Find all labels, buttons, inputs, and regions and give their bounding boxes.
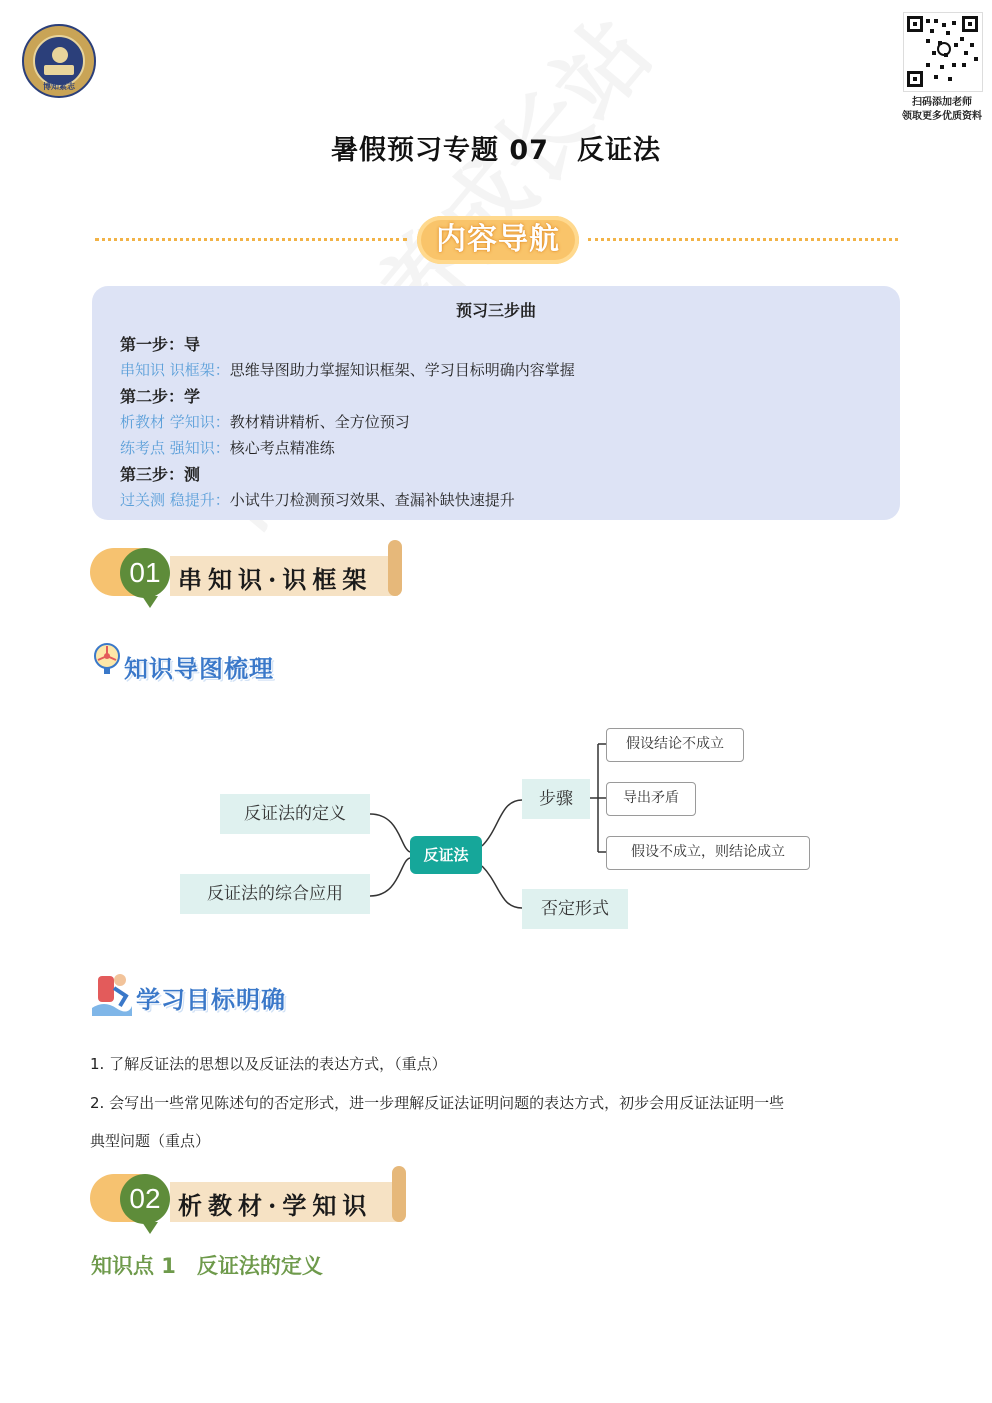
section1-header [90,544,410,608]
qr-finder-icon [907,71,923,87]
mindmap-leaf: 假设不成立，则结论成立 [606,836,810,870]
step1-desc: 思维导图助力掌握知识框架、学习目标明确内容掌握 [229,361,575,379]
section-number: 02 [120,1174,170,1224]
qr-finder-icon [907,16,923,32]
qr-code[interactable] [903,12,983,92]
dotted-divider [95,238,407,241]
scroll-end-icon [388,540,402,596]
step1-header: 第一步：导 [120,335,201,354]
step2-header: 第二步：学 [120,387,201,406]
mindmap-leaf: 假设结论不成立 [606,728,744,762]
qr-caption-line: 扫码添加老师 [912,97,972,108]
mindmap-node-application: 反证法的综合应用 [180,874,370,914]
scroll-end-icon [392,1166,406,1222]
steps-title: 预习三步曲 [455,301,536,320]
mindmap-node-definition: 反证法的定义 [220,794,370,834]
mindmap-heading: 知识导图梳理 [124,655,274,683]
step2b-line [120,437,335,458]
step3-key: 过关测 稳提升： [120,491,230,509]
section-number: 01 [120,548,170,598]
step1-key: 串知识 识框架： [120,361,230,379]
logo-emblem [33,35,85,87]
step2b-desc: 核心考点精准练 [229,439,335,457]
section2-header [90,1170,410,1234]
step3-desc: 小试牛刀检测预习效果、查漏补缺快速提升 [229,491,515,509]
surfer-icon [90,970,134,1016]
goal-item: 2. 会写出一些常见陈述句的否定形式，进一步理解反证法证明问题的表达方式，初步会用反证法证明一些 [90,1094,785,1112]
section-title: 串知识·识框架 [178,565,373,594]
page-title: 暑假预习专题 07 反证法 [331,135,661,166]
step1-line [120,359,575,380]
step2a-key: 析教材 学知识： [120,413,230,431]
section-title: 析教材·学知识 [178,1191,373,1220]
qr-finder-icon [962,16,978,32]
book-icon [44,65,74,75]
qr-pattern-icon [926,19,960,85]
preview-steps-panel [92,286,900,520]
step2a-line [120,411,410,432]
mindmap-node-steps: 步骤 [522,779,590,819]
qr-pattern-icon [960,37,980,67]
content-nav-badge: 内容导航 [417,216,579,264]
goals-heading: 学习目标明确 [136,986,286,1014]
mindmap-root: 反证法 [410,836,482,874]
logo-text: 博知素志 [43,82,75,91]
step3-line [120,489,515,510]
mindmap-leaf: 导出矛盾 [606,782,696,816]
goal-item: 典型问题（重点） [90,1132,211,1150]
person-icon [52,47,68,63]
goal-item: 1. 了解反证法的思想以及反证法的表达方式，（重点） [90,1055,447,1073]
knowledge-point-title: 知识点 1 反证法的定义 [91,1254,323,1278]
step2b-key: 练考点 强知识： [120,439,230,457]
school-logo [22,24,96,98]
dotted-divider [588,238,898,241]
step3-header: 第三步：测 [120,465,201,484]
mindmap-node-negation: 否定形式 [522,889,628,929]
mindmap [170,718,830,948]
qr-caption-line: 领取更多优质资料 [902,111,982,122]
qr-caption [890,96,992,124]
step2a-desc: 教材精讲精析、全方位预习 [229,413,410,431]
